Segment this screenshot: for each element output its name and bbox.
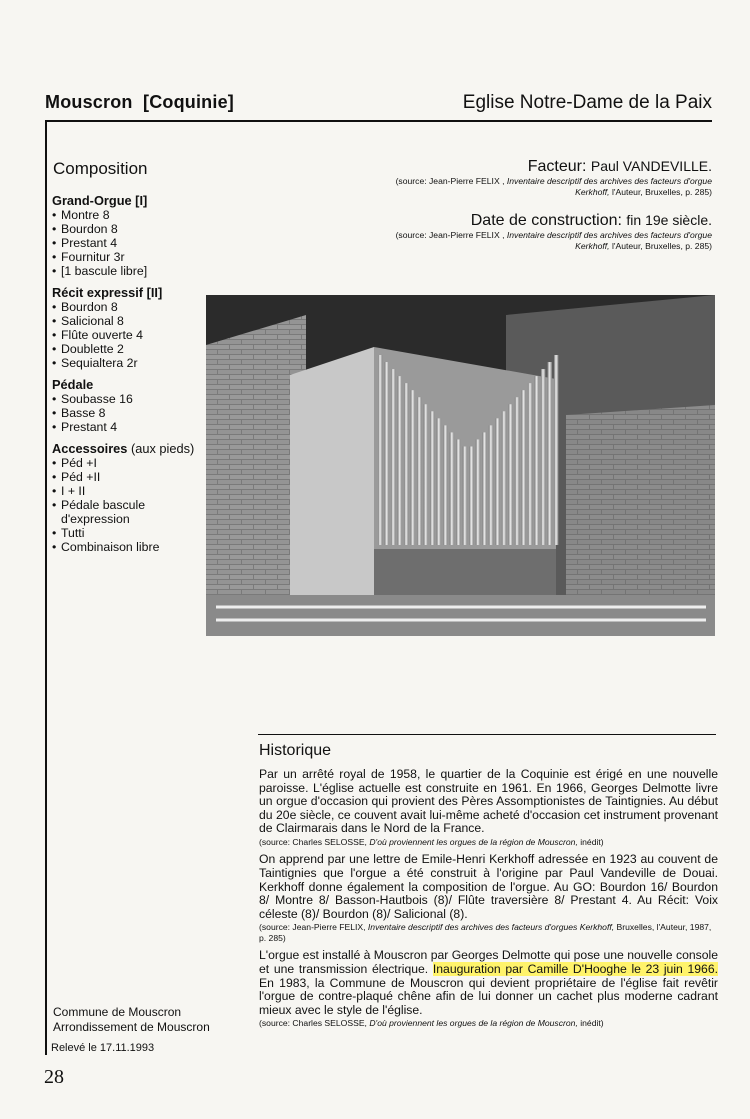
organ-pipe bbox=[502, 411, 506, 545]
historique-paragraph: On apprend par une lettre de Emile-Henri Kerkhoff adressée en 1923 au couvent de Taintignies que l'orgue a été construit à l'origine par Paul Vandeville de Douai. Kerkhoff donne également la composition de l'orgue. Au GO: Bourdon 16/ Bourdon 8/ Montre 8/ Basson-Hautbois (8)/ Flûte traversière 8/ Prestant 4. Au Récit: Voix céleste (8)/ Bourdon (8)/ Salicional (8). bbox=[259, 852, 718, 921]
organ-pipe bbox=[437, 418, 441, 545]
organ-pipe bbox=[476, 439, 480, 545]
organ-illustration bbox=[206, 295, 715, 636]
stop-item: • [1 bascule libre] bbox=[52, 264, 202, 278]
organ-pipe bbox=[391, 369, 395, 545]
page-number: 28 bbox=[44, 1066, 64, 1088]
organ-pipe bbox=[495, 418, 499, 545]
stop-item: • Flûte ouverte 4 bbox=[52, 328, 202, 342]
construction-source: (source: Jean-Pierre FELIX , Inventaire descriptif des archives des facteurs d'orgue Kerkhoff, l'Auteur, Bruxelles, p. 285) bbox=[395, 230, 712, 251]
organ-pipe bbox=[515, 397, 519, 545]
historique-source: (source: Jean-Pierre FELIX, Inventaire descriptif des archives des facteurs d'orgues Kerkhoff, Bruxelles, l'Auteur, 1987, p. 285) bbox=[259, 922, 712, 943]
top-rule bbox=[45, 120, 712, 122]
historique-body bbox=[259, 768, 718, 1035]
facteur-value: Paul VANDEVILLE. bbox=[590, 158, 712, 174]
organ-pipe bbox=[521, 390, 525, 545]
construction-block bbox=[382, 212, 712, 251]
stop-item: • Doublette 2 bbox=[52, 342, 202, 356]
organ-pipe bbox=[417, 397, 421, 545]
organ-pipe bbox=[404, 383, 408, 545]
organ-pipe bbox=[443, 425, 447, 545]
accessory-item: • Péd +II bbox=[52, 470, 202, 484]
construction-value: fin 19e siècle. bbox=[626, 212, 712, 228]
historique-heading: Historique bbox=[259, 742, 332, 759]
organ-pipe bbox=[398, 376, 402, 545]
accessory-item: • Tutti bbox=[52, 526, 202, 540]
organ-photo bbox=[206, 295, 715, 636]
organ-pipe bbox=[450, 432, 454, 545]
section-title-extra: (aux pieds) bbox=[130, 441, 195, 456]
historique-source: (source: Charles SELOSSE, D'où proviennent les orgues de la région de Mouscron, inédit) bbox=[259, 1018, 604, 1029]
organ-pipe bbox=[463, 446, 467, 545]
organ-pipe bbox=[385, 362, 389, 545]
accessory-item: • Combinaison libre bbox=[52, 540, 202, 554]
section-title: Grand-Orgue [I] bbox=[52, 193, 148, 208]
organ-pipe bbox=[378, 355, 382, 545]
historique-paragraph: Par un arrêté royal de 1958, le quartier de la Coquinie est érigé en une nouvelle paroisse. L'église actuelle est construite en 1961. En 1966, Georges Delmotte livre un orgue d'occasion qui provient des Pères Assomptionistes de Taintignies. Au début du 20e siècle, ce couvent avait lui-même acheté d'occasion cet instrument provenant de Clairmarais dans le Nord de la France. bbox=[259, 767, 718, 836]
arrondissement-text: Arrondissement de Mouscron bbox=[53, 1020, 210, 1034]
left-rule bbox=[45, 120, 47, 1055]
church-name-title: Eglise Notre-Dame de la Paix bbox=[462, 92, 712, 113]
facteur-block bbox=[382, 158, 712, 197]
section-title bbox=[52, 442, 202, 456]
stop-item: • Salicional 8 bbox=[52, 314, 202, 328]
accessory-item: • I + II bbox=[52, 484, 202, 498]
stop-item: • Bourdon 8 bbox=[52, 300, 202, 314]
section-title: Pédale bbox=[52, 377, 94, 392]
stop-item: • Bourdon 8 bbox=[52, 222, 202, 236]
organ-pipe bbox=[541, 369, 545, 545]
church-location-title: Mouscron [Coquinie] bbox=[45, 92, 234, 112]
stop-item: • Basse 8 bbox=[52, 406, 202, 420]
accessory-item: • Péd +I bbox=[52, 456, 202, 470]
organ-pipe bbox=[554, 355, 558, 545]
organ-pipe bbox=[534, 376, 538, 545]
organ-pipe bbox=[411, 390, 415, 545]
stop-item: • Prestant 4 bbox=[52, 236, 202, 250]
composition-heading: Composition bbox=[53, 159, 148, 178]
stop-item: • Sequialtera 2r bbox=[52, 356, 202, 370]
stop-item: • Fournitur 3r bbox=[52, 250, 202, 264]
stop-item: • Montre 8 bbox=[52, 208, 202, 222]
organ-pipe bbox=[482, 432, 486, 545]
section-title: Récit expressif [II] bbox=[52, 285, 163, 300]
organ-pipe bbox=[430, 411, 434, 545]
stop-item: • Prestant 4 bbox=[52, 420, 202, 434]
facteur-label: Facteur: bbox=[527, 158, 587, 175]
stop-item: • Soubasse 16 bbox=[52, 392, 202, 406]
section-title-main: Accessoires bbox=[52, 441, 128, 456]
organ-pipe bbox=[456, 439, 460, 545]
organ-pipe bbox=[424, 404, 428, 545]
footer-location bbox=[53, 1005, 210, 1035]
historique-source: (source: Charles SELOSSE, D'où proviennent les orgues de la région de Mouscron, inédit) bbox=[259, 836, 604, 847]
releve-date: Relevé le 17.11.1993 bbox=[51, 1042, 155, 1054]
highlighted-inauguration: Inauguration par Camille D'Hooghe le 23 juin 1966. bbox=[432, 962, 718, 977]
accessory-item: • Pédale bascule d'expression bbox=[52, 498, 202, 526]
historique-rule bbox=[258, 734, 716, 735]
organ-pipe bbox=[547, 362, 551, 545]
organ-pipe bbox=[508, 404, 512, 545]
organ-pipe bbox=[528, 383, 532, 545]
organ-pipe bbox=[489, 425, 493, 545]
commune-text: Commune de Mouscron bbox=[53, 1005, 182, 1019]
historique-paragraph: L'orgue est installé à Mouscron par Georges Delmotte qui pose une nouvelle console et une transmission électrique. Inauguration par Camille D'Hooghe le 23 juin 1966. En 1983, la Commune de Mouscron qui devient propriétaire de l'église fait revêtir l'orgue de contre-plaqué chêne afin de lui donner un cachet plus moderne cadrant mieux avec le style de l'église. bbox=[259, 948, 718, 1017]
composition-list bbox=[52, 191, 202, 562]
construction-label: Date de construction: bbox=[470, 212, 622, 229]
facteur-source: (source: Jean-Pierre FELIX , Inventaire descriptif des archives des facteurs d'orgue Kerkhoff, l'Auteur, Bruxelles, p. 285) bbox=[395, 176, 712, 197]
organ-pipe bbox=[469, 446, 473, 545]
